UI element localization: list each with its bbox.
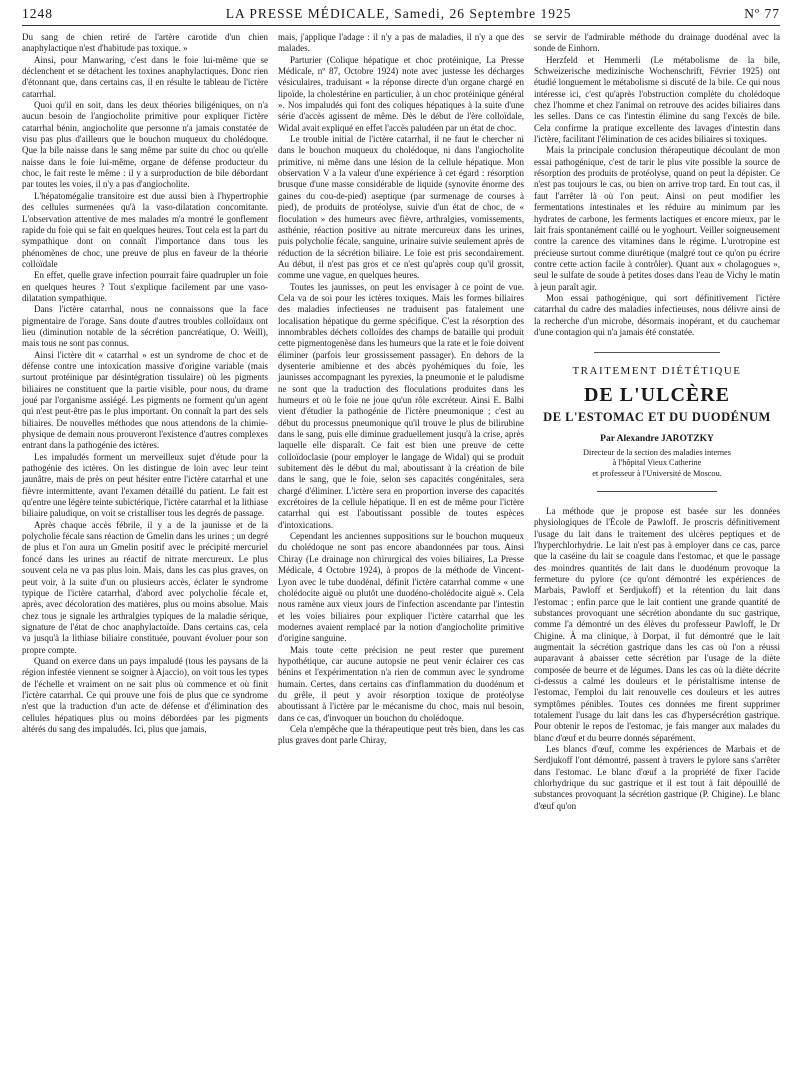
paragraph: Herzfeld et Hemmerli (Le métabolisme de la bile, Schweizerische medizinische Wochenschrift, Février 1925) ont étudié longuement le métabolisme si discuté de la bile. Ce qui nous intéresse ici, c'est qu'après l'obstruction complète du cholédoque chez l'homme et chez l'animal on retrouve des acides biliaires dans les selles. Dans ce cas l'intestin élimine du sang l'excès de bile. Cela confirme la pratique excellente des lavages d'intestin dans l'ictère, facilitant l'élimination de ces acides biliaires si toxiques. [534, 54, 780, 145]
paragraph: L'hépatomégalie transitoire est due aussi bien à l'hypertrophie des cellules surmenées qu'à la vaso-dilatation concomitante. L'observation attentive de mes malades m'a montré le gonflement rapide du foie qui se fait en quelques heures. Tout cela est la part du sympathique dont on connaît l'importance dans tous les phénomènes de choc, une preuve de plus en faveur de la théorie colloïdale [22, 190, 268, 269]
article-kicker: TRAITEMENT DIÉTÉTIQUE [572, 365, 742, 378]
paragraph: Après chaque accès fébrile, il y a de la jaunisse et de la polycholie fécale sans réaction de Gmelin dans les urines ; un degré de plus et l'on aura un Gmelin positif avec le précipité mercuriel foncé dans les urines au réactif de nitrate mercureux. Le plus souvent cela ne va pas plus loin. Mais, dans les cas plus graves, on peut voir, à la suite d'un ou plusieurs accès, éclater le syndrome typique de l'ictère catarrhal, d'abord avec polycholie fécale et, après, avec décoloration des matières, plus ou moins absolue. Mais chez tous je signale les arthralgies typiques de la maladie sérique, signature de l'état de choc anaphylactoïde. Dans certains cas, cela va jusqu'à la lithiase biliaire constituée, pouvant évoluer pour son propre compte. [22, 519, 268, 655]
paragraph: se servir de l'admirable méthode du drainage duodénal avec la sonde de Einhorn. [534, 32, 780, 54]
column-3 [534, 32, 780, 812]
paragraph: Mon essai pathogénique, qui sort définitivement l'ictère catarrhal du cadre des maladies infectieuses, nous délivre ainsi de la recherche d'un microbe, désormais inopérant, et du cauchemar d'une contagion qui n'a jamais été constatée. [534, 292, 780, 337]
issue-number: Nº 77 [744, 6, 780, 21]
paragraph: mais, j'applique l'adage : il n'y a pas de maladies, il n'y a que des malades. [278, 32, 524, 54]
paragraph: Le trouble initial de l'ictère catarrhal, il ne faut le chercher ni dans le bouchon muqueux du cholédoque, ni dans l'angiocholite primitive, ni même dans une lésion de la cellule hépatique. Mon observation V a la valeur d'une expérience à cet égard : résorption brusque d'une masse considérable de liquide (synovite énorme des gaines du cou-de-pied) aseptique (par surmenage de courses à pied), de produits de protéolyse, suivie d'un état de choc, de « floculation » des humeurs avec fièvre, arthralgies, vomissements, asthénie, réaction positive au nitrate mercureux dans les urines, puis polycholie fécale, sanguine, urinaire suivie seulement après de réduction de la sécrétion biliaire. Le foie est pris secondairement. Au début, il n'est pas gros et ce n'est qu'après coup qu'il grossit, comme une vague, en quelques heures. [278, 134, 524, 281]
paragraph: Mais toute cette précision ne peut rester que purement hypothétique, car aucune autopsie ne peut venir éclairer ces cas bénins et l'expérimentation n'a rien de commun avec le syndrome humain. Certes, dans certains cas d'inflammation du duodénum et du grêle, il peut y avoir résorption toxique de protéolyse aboutissant à l'ictère par le mécanisme du choc, mais nul besoin, dans ce cas, d'invoquer un bouchon du cholédoque. [278, 644, 524, 723]
title-divider [597, 491, 717, 492]
paragraph: Parturier (Colique hépatique et choc protéinique, La Presse Médicale, nº 87, Octobre 1924) note avec justesse les décharges vésiculaires, traduisant « la réponse directe d'un organe chargé en lipoïde, la cholestérine en particulier, à un choc protéinique général ». Nos impaludés qui font des coliques hépatiques à la suite d'une série d'accès agissent de même. Dès le début de l'ère colloïdale, Widal avait expliqué en effet l'accès paludéen par un état de choc. [278, 54, 524, 133]
paragraph: Cependant les anciennes suppositions sur le bouchon muqueux du cholédoque ne sont pas encore abandonnées par tous. Ainsi Chiray (Le drainage non chirurgical des voies biliaires, La Presse Médicale, 4 Octobre 1924), à propos de la méthode de Vincent-Lyon avec le tube duodénal, définit l'ictère catarrhal comme « une cholédocite aiguë ou plutôt une duodéno-cholédocite aiguë ». Cela nous ramène aux vieux jours de l'infection ascendante par l'intestin et les voies biliaires pour expliquer l'ictère catarrhal que les modernes avaient remplacé par la notion d'angiocholite primitive d'origine sanguine. [278, 531, 524, 644]
paragraph: Les blancs d'œuf, comme les expériences de Marbais et de Serdjukoff l'ont démontré, passent à travers le pylore sans s'arrêter dans l'estomac. Le blanc d'œuf a la propriété de fixer l'acide chlorhydrique du suc gastrique et il est tout à fait dépouillé de substances provoquant la sécrétion gastrique (P. Chigine). Le blanc d'œuf qu'on [534, 744, 780, 811]
paragraph: Ainsi, pour Manwaring, c'est dans le foie lui-même que se déclenchent et se détachent les toxines anaphylactiques. Donc rien d'étonnant que, dans certains cas, il en résulte le tableau de l'ictère catarrhal. [22, 54, 268, 99]
column-1 [22, 32, 268, 812]
paragraph: Mais la principale conclusion thérapeutique découlant de mon essai pathogénique, c'est de tarir le plus vite possible la source de résorption des produits de protéolyse, quand on peut la dépister. Ce n'est pas toujours le cas, ou bien on arrive trop tard. En tout cas, il faut l'arrêter là où l'on peut. Ainsi on peut modifier les fermentations intestinales et les réduire au minimum par les hydrates de carbone, les ferments lactiques et encore mieux, par le lait frais spontanément caillé ou le yoghourt. Veiller soigneusement contre la carence des vitamines dans le régime. L'urotropine est précieuse surtout comme diurétique (malgré tout ce qu'on pu écrire contre cette action facile à contrôler). Quant aux « cholagogues », seul le sulfate de soude à petites doses dans l'eau de Vichy le matin à jeun paraît agir. [534, 145, 780, 292]
author-affiliation [534, 448, 780, 479]
column-2 [278, 32, 524, 812]
paragraph: Ainsi l'ictère dit « catarrhal » est un syndrome de choc et de défense contre une intoxication massive d'origine variable (mais surtout protéinique par désintégration tissulaire) où les pigments biliaires ne constituent que la partie visible, pour nous, du drame joué par l'organisme assiégé. Les pigments ne forment qu'un agent qui n'est peut-être pas le plus important. On connaît la part des sels biliaires. De nouvelles méthodes que nous attendons de la chimie-physique de demain nous prouveront l'existence d'autres complexes entrant dans la pathogénie des ictères. [22, 349, 268, 451]
paragraph: Quoi qu'il en soit, dans les deux théories biligéniques, on n'a aucun besoin de l'angiocholite primitive pour expliquer l'ictère catarrhal bénin, angiocholite que personne n'a jamais constatée de visu pas plus d'ailleurs que le bouchon muqueux du cholédoque. Que la bile naisse dans le sang même par suite du choc ou qu'elle naisse dans le foie lui-même, organe de défense producteur du choc, le fait reste le même : il y a surproduction de bile débordant par toutes les voies, il n'y a pas d'angiocholite. [22, 100, 268, 190]
paragraph: Quand on exerce dans un pays impaludé (tous les paysans de la région infestée viennent se soigner à Ajaccio), on voit tous les types de l'échelle et vraiment on ne sait plus où commence et où finit l'ictère catarrhal. Ce qui prouve une fois de plus que ce syndrome n'est que la traduction d'un acte de défense et d'élimination des cellules hépatiques plus ou moins débordées par les pigments altérés du sang des impaludés. Ici, plus que jamais, [22, 655, 268, 734]
text-columns [22, 32, 780, 812]
affiliation-line: à l'hôpital Vieux Catherine [612, 458, 702, 468]
page-number: 1248 [22, 6, 53, 21]
journal-title: LA PRESSE MÉDICALE, Samedi, 26 Septembre 1925 [225, 6, 572, 21]
section-divider [594, 352, 720, 353]
paragraph: Les impaludés forment un merveilleux sujet d'étude pour la pathogénie des ictères. On les distingue de loin avec leur teint jaunâtre, mais de près on peut hésiter entre l'ictère catarrhal et une fièvre intermittente, avant l'examen détaillé du patient. Le fait est qu'entre une légère teinte subictérique, l'ictère catarrhal et la lithiase biliaire paludique, on voit se cristalliser tous les degrés de passage. [22, 451, 268, 519]
paragraph: En effet, quelle grave infection pourrait faire quadrupler un foie en quelques heures ? Tout s'explique facilement par une vaso-dilatation sympathique. [22, 270, 268, 303]
paragraph: La méthode que je propose est basée sur les données physiologiques de l'École de Pawloff. Je proscris définitivement l'usage du lait dans le traitement des ulcères peptiques et de l'hyperchlorhydrie. Le lait n'est pas à employer dans ce cas, parce que la caséine du lait se coagule dans l'estomac, et que le passage des moindres quantités de lait dans le duodénum provoque la fermeture du pylore (ce qu'ont démontré les expériences de Marbais, Pawloff et Serdjukoff) et la rétention du lait dans l'estomac ; enfin parce que le lait contient une grande quantité de substances provoquant une sécrétion abondante du suc gastrique, comme l'a démontré un des élèves du professeur Pawloff, le Dr Chigine. À ma clinique, à Dorpat, il fut démontré que le lait augmentait la sécrétion gastrique dans les cas où l'on a réussi auparavant à abaisser cette sécrétion par l'usage de la diète composée de beurre et de légumes. Dans les cas où la diète décrite ci-dessus a calmé les douleurs et le péristaltisme intense de l'estomac, l'emploi du lait renouvelle ces douleurs et les autres symptômes pénibles. Toutes ces données me firent supprimer totalement l'usage du lait dans les cas d'hypersécrétion gastrique. Pour obtenir le repos de l'estomac, je fais manger aux malades du blanc d'œuf et du beurre donnés séparément. [534, 505, 780, 743]
article-subtitle: DE L'ESTOMAC ET DU DUODÉNUM [543, 410, 771, 425]
affiliation-line: Directeur de la section des maladies internes [583, 447, 731, 457]
paragraph: Toutes les jaunisses, on peut les envisager à ce point de vue. Cela va de soi pour les ictères toxiques. Mais les formes biliaires des maladies infectieuses ne traduisent pas fatalement une localisation hépatique du germe spécifique. C'est la résorption des innombrables déchets colloïdes des champs de bataille qui produit cette pigmentogenèse dans les humeurs que la rate et le foie doivent éliminer (parfois leur grossissement passager). En dehors de la dysenterie amibienne et des abcès pyohémiques du foie, les jaunisses accompagnant les pyrexies, la pneumonie et le paludisme ne sont que la traduction des floculations produites dans les humeurs et où le foie ne joue qu'un rôle excréteur. Ainsi E. Balbi vient d'étudier la pathogénie de l'ictère pneumonique ; c'est au début du processus pneumonique qu'il trouve le plus de bilirubine dans le sang, puis elle diminue graduellement jusqu'à la crise, après laquelle elle disparaît. Ce fait est bien une preuve de cette colloïdoclasie (pour employer le langage de Widal) qui se produit subitement dès le début du mal, aboutissant à la création de bile dans le sang, que le foie, selon ses capacités congénitales, sera chargé d'éliminer. L'ictère sera en proportion inverse des capacités excrétoires de la cellule hépatique. Il en est de même pour l'ictère catarrhal qui est l'aboutissant possible de toutes espèces d'intoxications. [278, 281, 524, 530]
paragraph: Du sang de chien retiré de l'artère carotide d'un chien anaphylactique n'est d'habitude pas toxique. » [22, 32, 268, 54]
article-title: DE L'ULCÈRE [583, 384, 731, 407]
paragraph: Cela n'empêche que la thérapeutique peut très bien, dans les cas plus graves dont parle Chiray, [278, 723, 524, 746]
paragraph: Dans l'ictère catarrhal, nous ne connaissons que la face pigmentaire de l'orage. Sans doute d'autres troubles colloïdaux ont lieu (diminution notable de la sécrétion pancréatique, O. Weill), mais tous ne sont pas connus. [22, 304, 268, 349]
article-author: Par Alexandre JAROTZKY [600, 433, 714, 444]
affiliation-line: et professeur à l'Université de Moscou. [592, 468, 722, 478]
page-header [22, 6, 780, 26]
